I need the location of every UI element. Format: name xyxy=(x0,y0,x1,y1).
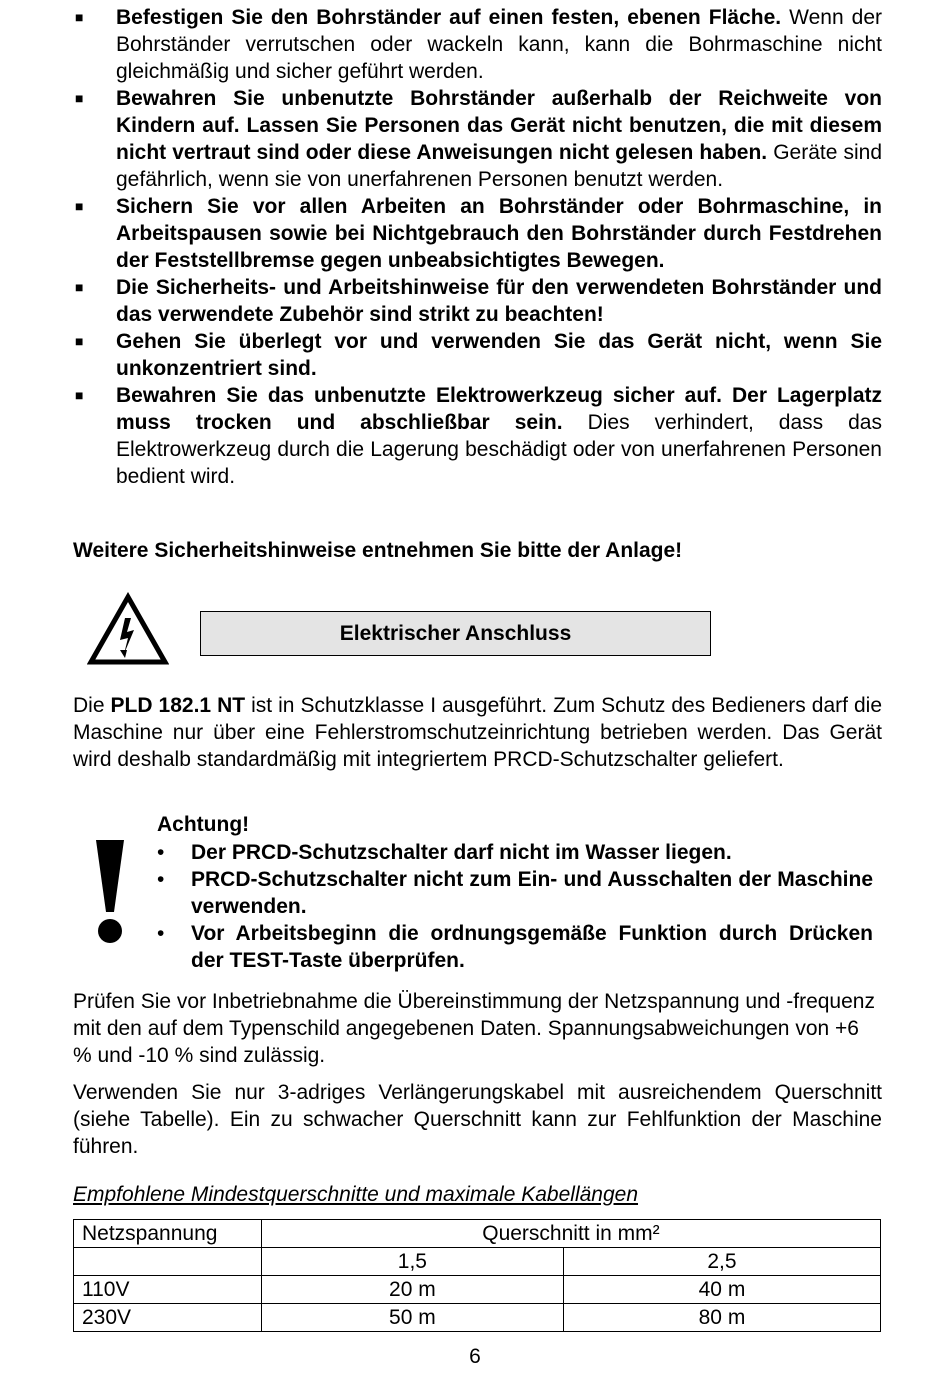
table-cell: 40 m xyxy=(563,1276,880,1304)
safety-bullet-item xyxy=(73,193,882,274)
bullet-normal-text: Dies verhindert, dass das Elektrowerkzeug durch die Lagerung beschädigt oder von unerfahrenen Personen bedient wird. xyxy=(116,411,882,488)
voltage-check-paragraph: Prüfen Sie vor Inbetriebnahme die Übereinstimmung der Netzspannung und -frequenz mit den auf dem Typenschild angegebenen Daten. Spannungsabweichungen von +6 % und -10 % sind zulässig. xyxy=(73,990,875,1067)
table-cell: 50 m xyxy=(261,1304,563,1332)
attention-item xyxy=(157,839,873,866)
attention-item-text: Der PRCD-Schutzschalter darf nicht im Wasser liegen. xyxy=(191,841,732,864)
section-title: Elektrischer Anschluss xyxy=(339,621,572,645)
intro-text-rest: ist in Schutzklasse I ausgeführt. Zum Schutz des Bedieners darf die Maschine nur über eine Fehlerstromschutzeinrichtung betrieben werden. Das Gerät wird deshalb standardmäßig mit integriertem PRCD-Schutzschalter geliefert. xyxy=(73,694,882,771)
bullet-text xyxy=(116,382,882,490)
table-cell: 230V xyxy=(74,1304,262,1332)
safety-bullet-list xyxy=(73,4,882,490)
bullet-bold-text: Bewahren Sie unbenutzte Bohrständer außerhalb der Reichweite von Kindern auf. Lassen Sie Personen das Gerät nicht benutzen, die mit diesem nicht vertraut sind oder diese Anweisungen nicht gelesen haben. xyxy=(116,87,882,164)
bullet-normal-text: Wenn der Bohrständer verrutschen oder wackeln kann, kann die Bohrmaschine nicht gleichmäßig und sicher geführt werden. xyxy=(116,6,882,83)
page-number: 6 xyxy=(469,1345,481,1368)
safety-bullet-item xyxy=(73,4,882,85)
extension-cable-paragraph: Verwenden Sie nur 3-adriges Verlängerungskabel mit ausreichendem Querschnitt (siehe Tabelle). Ein zu schwacher Querschnitt kann zur Fehlfunktion der Maschine führen. xyxy=(73,1081,882,1158)
safety-bullet-item xyxy=(73,274,882,328)
exclamation-icon xyxy=(90,840,130,945)
table-row xyxy=(74,1304,881,1332)
square-bullet-icon: ■ xyxy=(75,90,84,106)
bullet-bold-text: Befestigen Sie den Bohrständer auf einen festen, ebenen Fläche. xyxy=(116,6,782,29)
section-header-box xyxy=(200,611,711,656)
bullet-bold-text: Die Sicherheits- und Arbeitshinweise für den verwendeten Bohrständer und das verwendete Zubehör sind strikt zu beachten! xyxy=(116,276,882,326)
table-title: Empfohlene Mindestquerschnitte und maximale Kabellängen xyxy=(73,1183,639,1206)
table-cell: 20 m xyxy=(261,1276,563,1304)
bullet-bold-text: Gehen Sie überlegt vor und verwenden Sie das Gerät nicht, wenn Sie unkonzentriert sind. xyxy=(116,330,882,380)
bullet-text xyxy=(116,4,882,85)
bullet-text xyxy=(116,193,882,274)
attention-item xyxy=(157,866,873,920)
header-voltage: Netzspannung xyxy=(74,1220,262,1248)
model-name: PLD 182.1 NT xyxy=(110,694,246,717)
table-cell: 2,5 xyxy=(563,1248,880,1276)
round-bullet-icon: • xyxy=(157,922,165,945)
table-cell: 110V xyxy=(74,1276,262,1304)
round-bullet-icon: • xyxy=(157,868,165,891)
attention-item xyxy=(157,920,873,974)
bullet-bold-text: Sichern Sie vor allen Arbeiten an Bohrständer oder Bohrmaschine, in Arbeitspausen sowie bei Nichtgebrauch den Bohrständer durch Festdrehen der Feststellbremse gegen unbeabsichtigtes Bewegen. xyxy=(116,195,882,272)
table-cell: 1,5 xyxy=(261,1248,563,1276)
attention-item-text: Vor Arbeitsbeginn die ordnungsgemäße Funktion durch Drücken der TEST-Taste überprüfen. xyxy=(191,922,873,972)
table-cell xyxy=(74,1248,262,1276)
round-bullet-icon: • xyxy=(157,841,165,864)
attention-item-text: PRCD-Schutzschalter nicht zum Ein- und Ausschalten der Maschine verwenden. xyxy=(191,868,873,918)
cable-table xyxy=(73,1219,881,1332)
intro-paragraph xyxy=(73,692,882,773)
bullet-bold-text: Bewahren Sie das unbenutzte Elektrowerkzeug sicher auf. Der Lagerplatz muss trocken und abschließbar sein. xyxy=(116,384,882,434)
attention-block xyxy=(157,811,873,974)
bullet-text xyxy=(116,274,882,328)
square-bullet-icon: ■ xyxy=(75,279,84,295)
table-row xyxy=(74,1276,881,1304)
square-bullet-icon: ■ xyxy=(75,333,84,349)
bullet-text xyxy=(116,328,882,382)
table-cell: 80 m xyxy=(563,1304,880,1332)
safety-bullet-item xyxy=(73,85,882,193)
table-header-row xyxy=(74,1220,881,1248)
table-subheader-row xyxy=(74,1248,881,1276)
further-safety-notice: Weitere Sicherheitshinweise entnehmen Sie bitte der Anlage! xyxy=(73,539,683,562)
header-cross-section: Querschnitt in mm² xyxy=(261,1220,880,1248)
intro-text-start: Die xyxy=(73,694,111,717)
square-bullet-icon: ■ xyxy=(75,198,84,214)
safety-bullet-item xyxy=(73,382,882,490)
bullet-normal-text: Geräte sind gefährlich, wenn sie von unerfahrenen Personen benutzt werden. xyxy=(116,141,882,191)
attention-title: Achtung! xyxy=(157,813,250,836)
bullet-text xyxy=(116,85,882,193)
square-bullet-icon: ■ xyxy=(75,9,84,25)
square-bullet-icon: ■ xyxy=(75,387,84,403)
high-voltage-warning-icon xyxy=(87,592,169,666)
safety-bullet-item xyxy=(73,328,882,382)
